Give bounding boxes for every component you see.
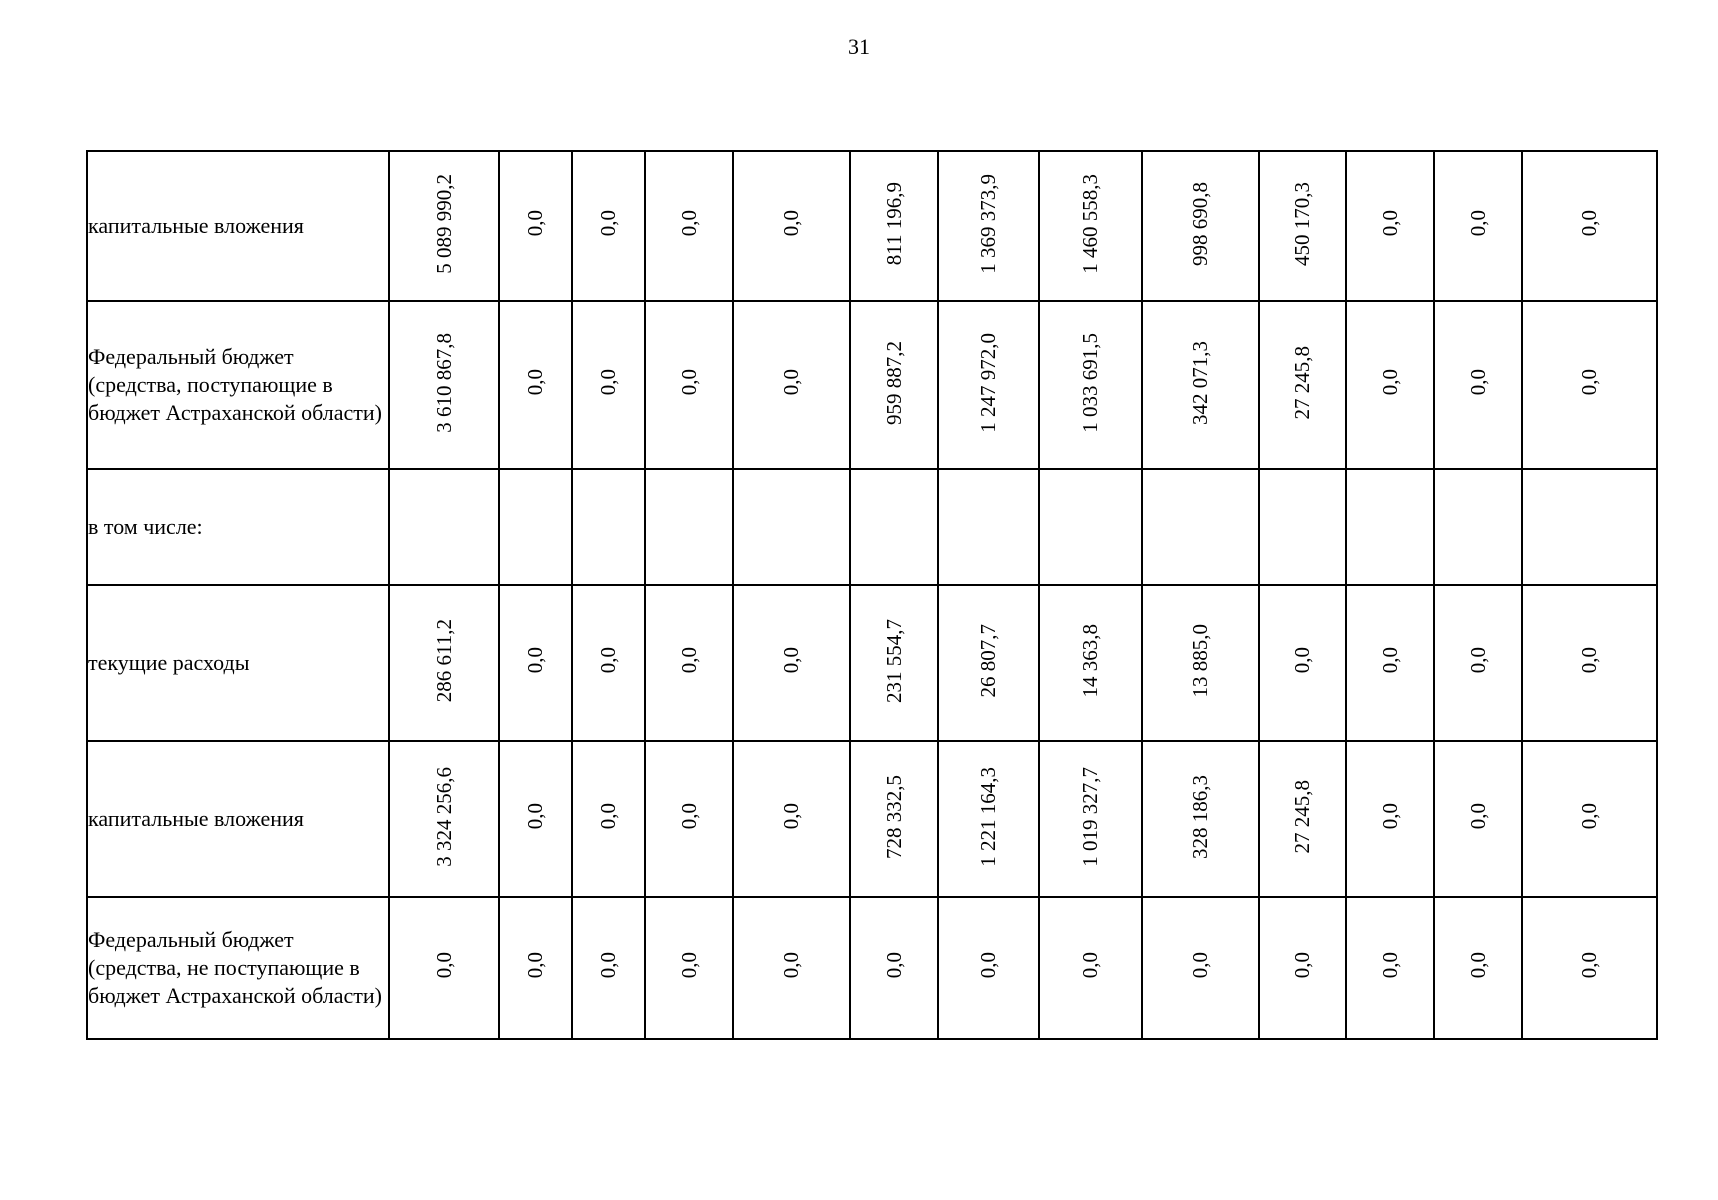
cell-value: 1 033 691,5 — [1078, 332, 1102, 433]
value-cell — [499, 897, 572, 1039]
value-cell — [1434, 301, 1522, 469]
value-cell — [1522, 741, 1657, 897]
value-cell — [499, 585, 572, 741]
value-cell — [1346, 897, 1434, 1039]
cell-value: 0,0 — [1290, 952, 1314, 979]
cell-value: 0,0 — [523, 210, 547, 237]
cell-value: 0,0 — [676, 369, 701, 396]
page-number: 31 — [848, 34, 870, 59]
cell-value: 0,0 — [1377, 210, 1402, 237]
value-cell — [1039, 301, 1142, 469]
value-cell — [645, 301, 733, 469]
value-cell — [499, 151, 572, 301]
value-cell — [1434, 585, 1522, 741]
value-cell — [1346, 469, 1434, 585]
cell-value: 0,0 — [1577, 210, 1601, 237]
value-cell — [733, 301, 850, 469]
value-cell — [1259, 897, 1346, 1039]
value-cell — [850, 301, 938, 469]
value-cell — [499, 741, 572, 897]
value-cell — [1142, 469, 1259, 585]
cell-value: 0,0 — [1465, 647, 1490, 674]
value-cell — [1259, 469, 1346, 585]
cell-value: 0,0 — [596, 952, 620, 979]
value-cell — [1039, 741, 1142, 897]
cell-value: 0,0 — [1465, 210, 1490, 237]
value-cell — [1522, 301, 1657, 469]
row-label: в том числе: — [87, 469, 389, 585]
value-cell — [389, 469, 499, 585]
value-cell — [389, 585, 499, 741]
cell-value: 14 363,8 — [1078, 623, 1102, 698]
row-label: Федеральный бюджет (средства, не поступающие в бюджет Астраханской области) — [87, 897, 389, 1039]
value-cell — [733, 469, 850, 585]
value-cell — [1346, 585, 1434, 741]
cell-value: 0,0 — [1377, 647, 1402, 674]
value-cell — [389, 897, 499, 1039]
row-label: текущие расходы — [87, 585, 389, 741]
cell-value: 0,0 — [1290, 647, 1314, 674]
cell-value: 0,0 — [779, 803, 803, 830]
value-cell — [645, 469, 733, 585]
cell-value: 0,0 — [1577, 369, 1601, 396]
value-cell — [1522, 469, 1657, 585]
value-cell — [938, 301, 1039, 469]
value-cell — [389, 151, 499, 301]
cell-value: 0,0 — [676, 647, 701, 674]
value-cell — [1142, 151, 1259, 301]
cell-value: 0,0 — [676, 952, 701, 979]
value-cell — [645, 741, 733, 897]
value-cell — [1522, 897, 1657, 1039]
cell-value: 1 019 327,7 — [1078, 766, 1102, 867]
value-cell — [1142, 741, 1259, 897]
cell-value: 0,0 — [596, 803, 620, 830]
cell-value: 0,0 — [523, 803, 547, 830]
cell-value: 450 170,3 — [1290, 181, 1314, 266]
cell-value: 27 245,8 — [1290, 345, 1314, 420]
cell-value: 728 332,5 — [881, 774, 906, 859]
value-cell — [850, 585, 938, 741]
value-cell — [850, 741, 938, 897]
cell-value: 1 247 972,0 — [976, 332, 1000, 433]
value-cell — [572, 469, 645, 585]
value-cell — [1346, 151, 1434, 301]
cell-value: 0,0 — [523, 647, 547, 674]
cell-value: 0,0 — [523, 952, 547, 979]
cell-value: 13 885,0 — [1188, 623, 1212, 698]
cell-value: 0,0 — [676, 210, 701, 237]
cell-value: 27 245,8 — [1290, 779, 1314, 854]
table-row — [87, 151, 1657, 301]
cell-value: 1 369 373,9 — [976, 173, 1000, 274]
value-cell — [733, 897, 850, 1039]
value-cell — [1522, 151, 1657, 301]
value-cell — [850, 469, 938, 585]
value-cell — [645, 897, 733, 1039]
cell-value: 998 690,8 — [1188, 181, 1212, 266]
value-cell — [572, 897, 645, 1039]
cell-value: 5 089 990,2 — [431, 173, 456, 274]
cell-value: 286 611,2 — [431, 618, 456, 703]
value-cell — [1346, 301, 1434, 469]
cell-value: 0,0 — [779, 210, 803, 237]
value-cell — [1434, 897, 1522, 1039]
cell-value: 0,0 — [881, 952, 906, 979]
cell-value: 0,0 — [976, 952, 1000, 979]
value-cell — [938, 469, 1039, 585]
cell-value: 0,0 — [596, 369, 620, 396]
value-cell — [733, 151, 850, 301]
cell-value: 811 196,9 — [881, 181, 906, 266]
value-cell — [938, 585, 1039, 741]
cell-value: 0,0 — [596, 210, 620, 237]
value-cell — [1259, 301, 1346, 469]
cell-value: 328 186,3 — [1188, 774, 1212, 859]
cell-value: 0,0 — [1577, 952, 1601, 979]
value-cell — [1434, 469, 1522, 585]
cell-value: 0,0 — [1465, 952, 1490, 979]
value-cell — [572, 741, 645, 897]
cell-value: 0,0 — [1377, 952, 1402, 979]
table-row — [87, 469, 1657, 585]
value-cell — [938, 151, 1039, 301]
value-cell — [1259, 585, 1346, 741]
value-cell — [938, 741, 1039, 897]
value-cell — [1039, 585, 1142, 741]
value-cell — [1434, 151, 1522, 301]
value-cell — [1039, 469, 1142, 585]
value-cell — [572, 585, 645, 741]
table-row — [87, 741, 1657, 897]
value-cell — [389, 741, 499, 897]
value-cell — [499, 469, 572, 585]
cell-value: 342 071,3 — [1188, 340, 1212, 425]
table-row — [87, 897, 1657, 1039]
cell-value: 0,0 — [1188, 952, 1212, 979]
value-cell — [1039, 151, 1142, 301]
cell-value: 0,0 — [431, 952, 456, 979]
cell-value: 0,0 — [1577, 647, 1601, 674]
value-cell — [572, 301, 645, 469]
cell-value: 0,0 — [1465, 369, 1490, 396]
row-label: Федеральный бюджет (средства, поступающие в бюджет Астраханской области) — [87, 301, 389, 469]
value-cell — [645, 585, 733, 741]
value-cell — [850, 151, 938, 301]
value-cell — [1522, 585, 1657, 741]
cell-value: 0,0 — [1078, 952, 1102, 979]
value-cell — [1142, 897, 1259, 1039]
cell-value: 0,0 — [779, 647, 803, 674]
value-cell — [733, 585, 850, 741]
value-cell — [733, 741, 850, 897]
cell-value: 0,0 — [1377, 803, 1402, 830]
table-row — [87, 301, 1657, 469]
cell-value: 1 460 558,3 — [1078, 173, 1102, 274]
cell-value: 3 324 256,6 — [431, 766, 456, 867]
cell-value: 231 554,7 — [881, 618, 906, 703]
table-row — [87, 585, 1657, 741]
value-cell — [389, 301, 499, 469]
value-cell — [1142, 301, 1259, 469]
cell-value: 0,0 — [1377, 369, 1402, 396]
row-label: капитальные вложения — [87, 741, 389, 897]
cell-value: 0,0 — [779, 369, 803, 396]
value-cell — [572, 151, 645, 301]
cell-value: 26 807,7 — [976, 623, 1000, 698]
cell-value: 0,0 — [676, 803, 701, 830]
cell-value: 0,0 — [779, 952, 803, 979]
value-cell — [1259, 151, 1346, 301]
row-label: капитальные вложения — [87, 151, 389, 301]
value-cell — [850, 897, 938, 1039]
cell-value: 3 610 867,8 — [431, 332, 456, 433]
cell-value: 0,0 — [1465, 803, 1490, 830]
value-cell — [1039, 897, 1142, 1039]
value-cell — [1142, 585, 1259, 741]
cell-value: 959 887,2 — [881, 340, 906, 425]
cell-value: 0,0 — [596, 647, 620, 674]
value-cell — [1346, 741, 1434, 897]
budget-table — [86, 150, 1658, 1040]
value-cell — [1259, 741, 1346, 897]
cell-value: 0,0 — [1577, 803, 1601, 830]
value-cell — [645, 151, 733, 301]
cell-value: 1 221 164,3 — [976, 766, 1000, 867]
value-cell — [499, 301, 572, 469]
value-cell — [1434, 741, 1522, 897]
value-cell — [938, 897, 1039, 1039]
cell-value: 0,0 — [523, 369, 547, 396]
